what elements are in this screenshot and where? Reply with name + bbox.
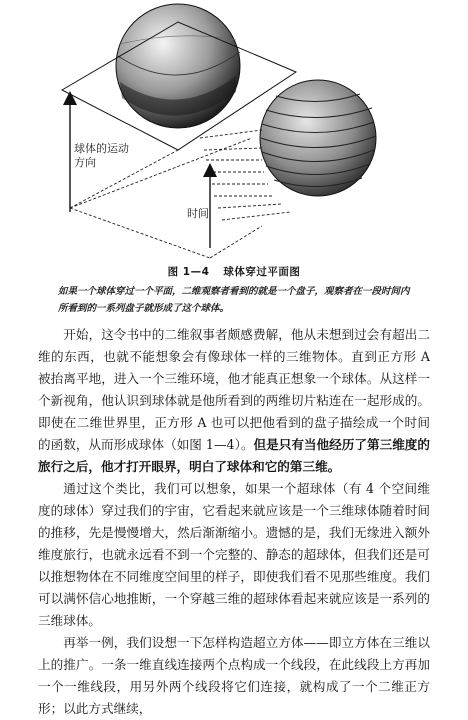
paragraph-1 xyxy=(38,324,430,478)
paragraph-3: 再举一例，我们设想一下怎样构造超立方体——即立方体在三维以上的推广。一条一维直线连接两个点构成一个线段，在此线段上方再加一个一维线段，用另外两个线段将它们连接，就构成了一个二维正方形；以此方式继续， xyxy=(38,635,430,716)
body-text xyxy=(38,324,430,720)
caption-note: 如果一个球体穿过一个平面，二维观察者看到的就是一个盘子，观察者在一段时间内所看到的一系列盘子就形成了这个球体。 xyxy=(58,286,410,314)
caption-title: 球体穿过平面图 xyxy=(223,266,301,278)
paragraph-1-bold: 但是只有当他经历了第三维度的旅行之后，他才打开眼界，明白了球体和它的第三维。 xyxy=(38,437,431,474)
time-label: 时间 xyxy=(187,207,209,220)
paragraph-2: 通过这个类比，我们可以想象，如果一个超球体（有 4 个空间维度的球体）穿过我们的宇宙，它看起来就应该是一个三维球体随着时间的推移，先是慢慢增大，然后渐渐缩小。遗憾的是，我们无缘进入额外维度旅行，也就永远看不到一个完整的、静态的超球体，但我们还是可以推想物体在不同维度空间里的样子，即使我们看不见那些维度。我们可以满怀信心地推断，一个穿越三维的超球体看起来就应该是一系列的三维球体。 xyxy=(38,481,430,628)
paragraph-1-text: 开始，这令书中的二维叙事者颇感费解，他从未想到过会有超出二维的东西，也就不能想象会有像球体一样的三维物体。直到正方形 A 被抬离平地，进入一个三维环境，他才能真正想象一个球体。从这样一个新视角，他认识到球体就是他所看到的两维切片粘连在一起形成的。即使在二维世界里，正方形 A 也可以把他看到的盘子描绘成一个时间的函数，从而形成球体（如图 1—4）。 xyxy=(38,327,430,452)
motion-direction-label: 球体的运动方向 xyxy=(74,142,129,169)
sphere-in-plane xyxy=(116,4,240,128)
figure-caption xyxy=(0,264,468,279)
figure-illustration xyxy=(0,0,468,262)
caption-number: 图 1—4 xyxy=(167,266,210,278)
sphere-through-plane-figure xyxy=(0,0,468,262)
stacked-disks-sphere xyxy=(260,80,376,196)
